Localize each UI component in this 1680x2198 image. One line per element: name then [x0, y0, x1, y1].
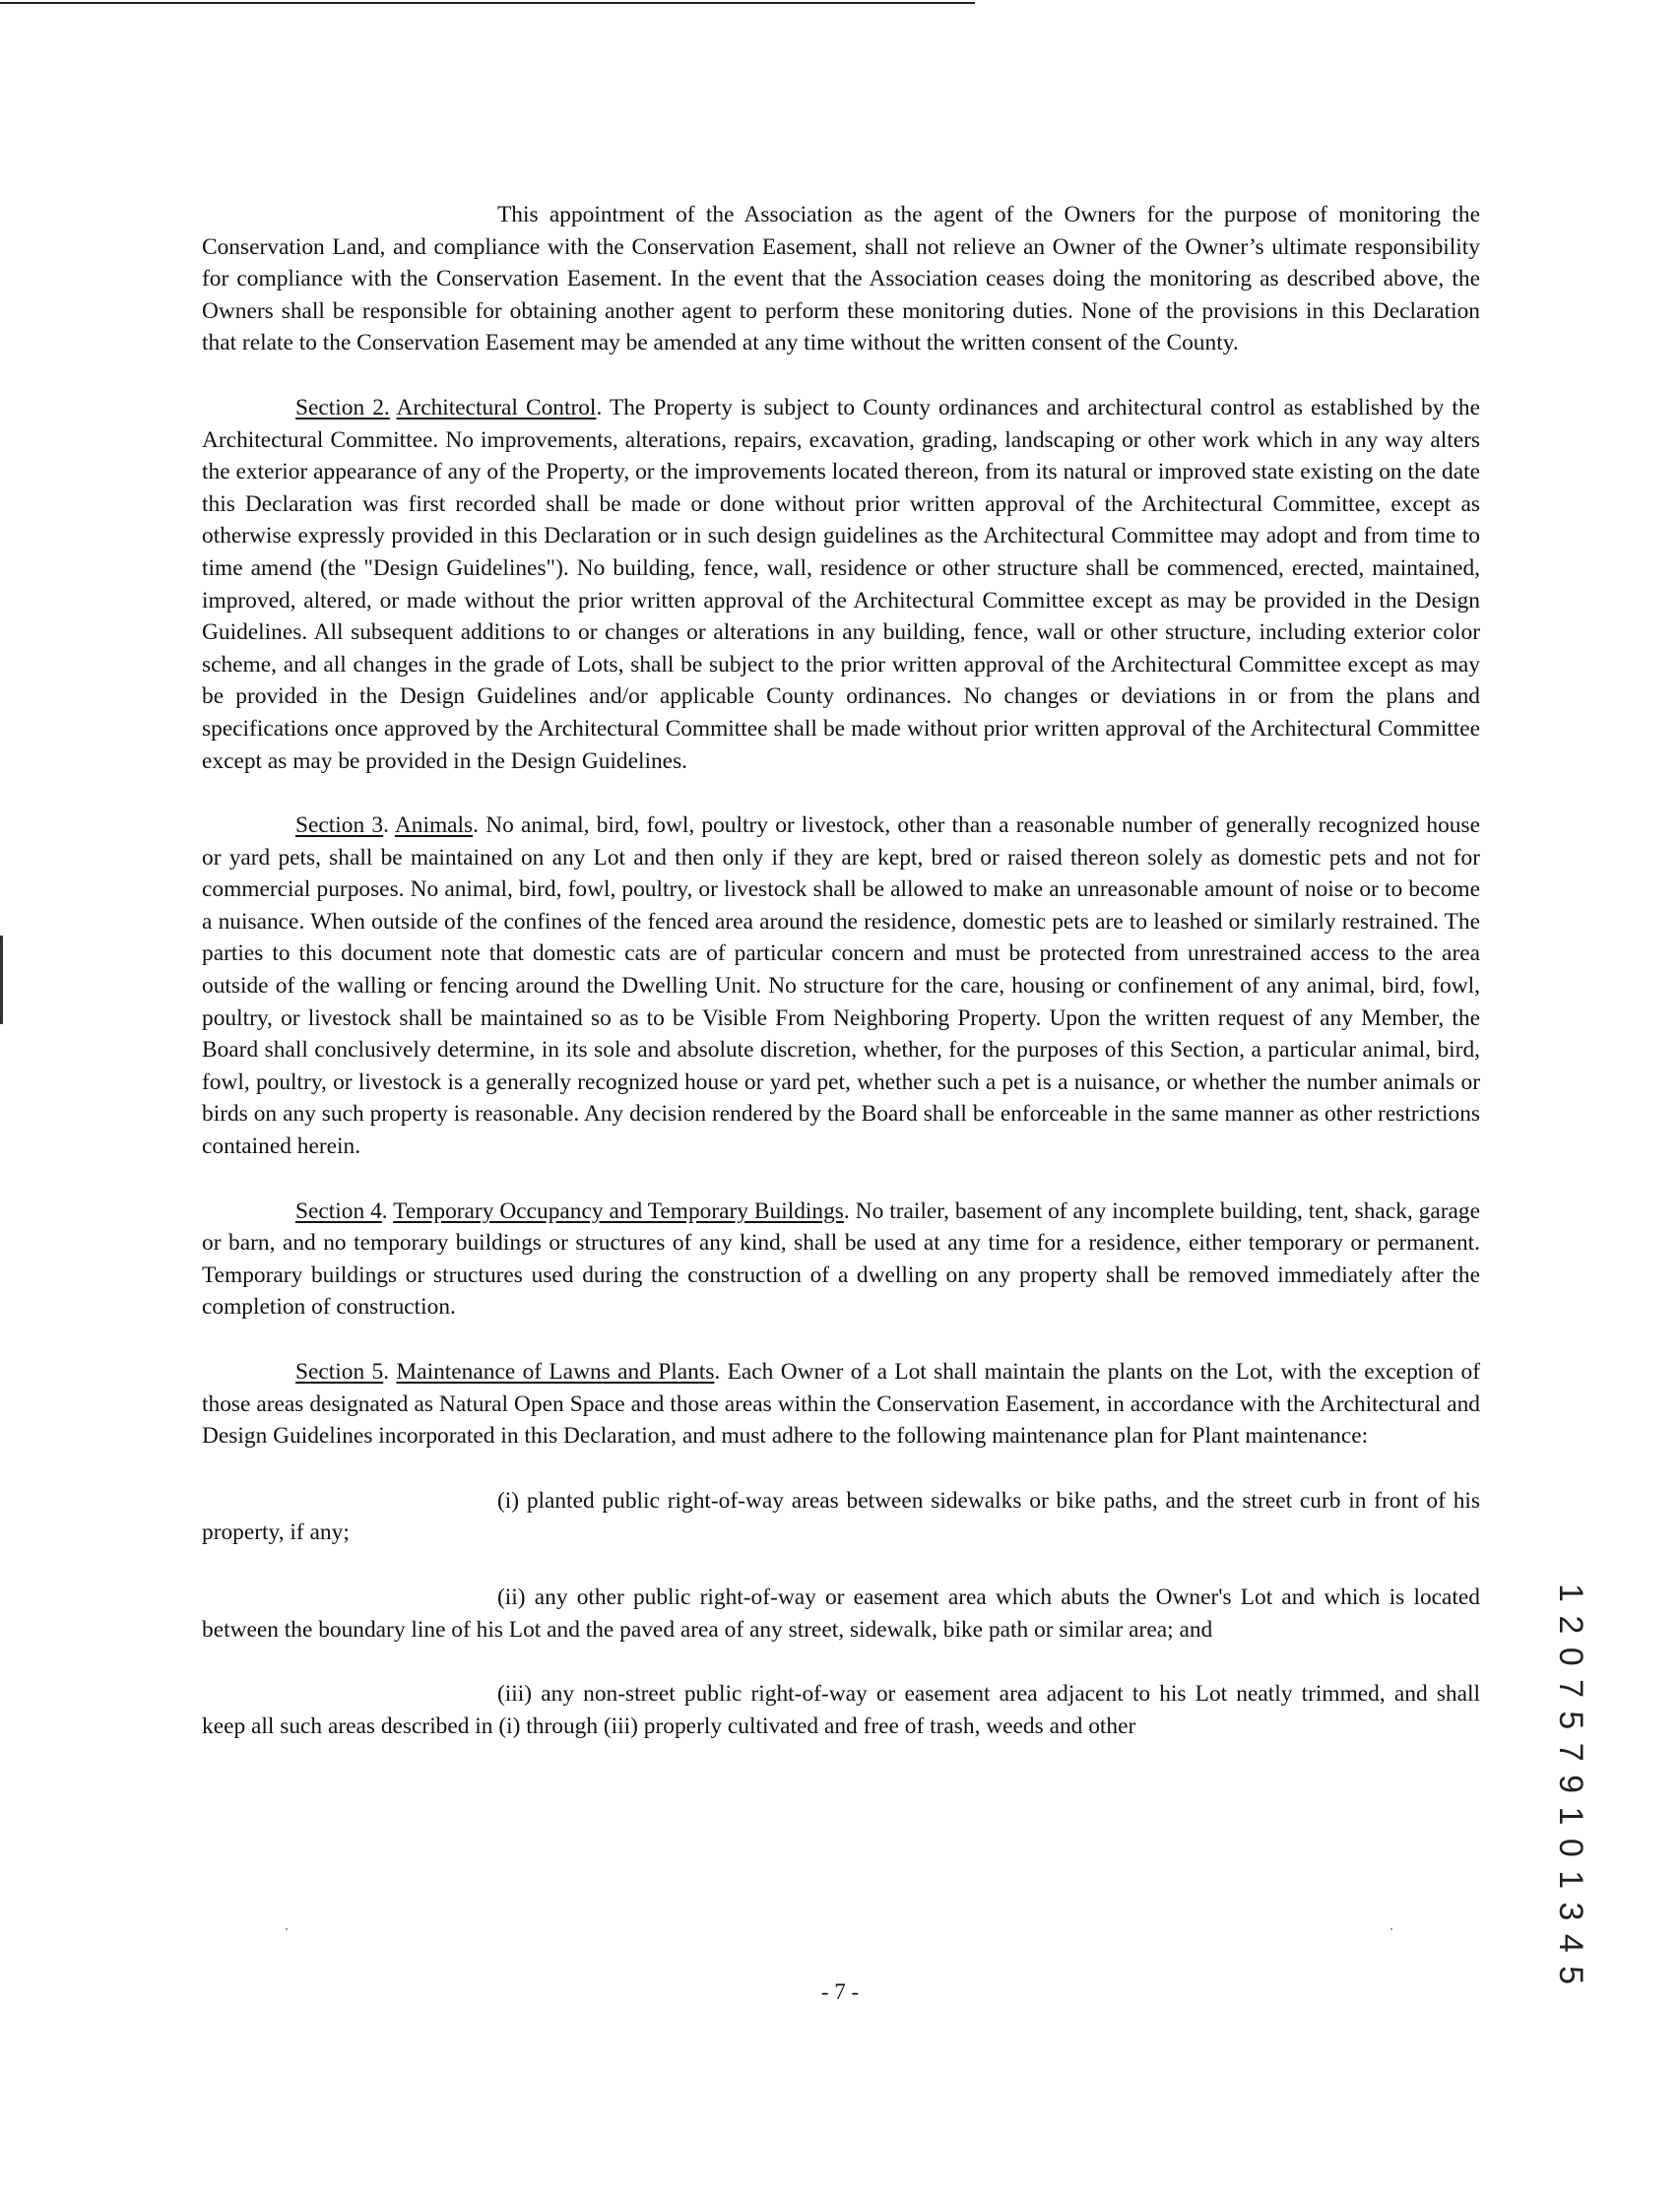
- recording-number-stamp: 1 2 0 7 5 7 9 1 0 1 3 4 5: [1552, 1584, 1589, 1987]
- list-item-i: [202, 1485, 1480, 1549]
- top-scan-rule: [0, 2, 975, 4]
- paragraph-gap: [202, 1163, 1480, 1196]
- section-5: Section 5. Maintenance of Lawns and Plants. Each Owner of a Lot shall maintain the plants on the Lot, with the exception of those areas designated as Natural Open Space and those areas within the Conservation Easement, in accordance with the Architectural and Design Guidelines incorporated in this Declaration, and must adhere to the following maintenance plan for Plant maintenance:: [202, 1359, 1480, 1450]
- footer-scan-dot: [286, 1928, 288, 1930]
- section-3-title: Animals: [394, 812, 474, 839]
- section-2: [202, 392, 1480, 777]
- section-4-title: Temporary Occupancy and Temporary Buildings: [393, 1197, 844, 1224]
- left-scan-mark: [0, 936, 3, 1024]
- paragraph-gap: [202, 1646, 1480, 1678]
- paragraph-gap: [202, 777, 1480, 809]
- paragraph-gap: [202, 1453, 1480, 1485]
- list-item-ii: [202, 1582, 1480, 1646]
- paragraph-gap: [202, 1324, 1480, 1356]
- section-3-number: Section 3: [295, 812, 384, 839]
- section-2-body: The Property is subject to County ordinances and architectural control as established by the Architectural Committee. No improvements, alterations, repairs, excavation, grading, landscaping or other work which in any way alters the exterior appearance of any of the Property, or the improvements located thereon, from its natural or improved state existing on the date this Declaration was first recorded shall be made or done without prior written approval of the Architectural Committee, except as otherwise expressly provided in this Declaration or in such design guidelines as the Architectural Committee may adopt and from time to time amend (the "Design Guidelines"). No building, fence, wall, residence or other structure shall be commenced, erected, maintained, improved, altered, or made without the prior written approval of the Architectural Committee except as may be provided in the Design Guidelines. All subsequent additions to or changes or alterations in any building, fence, wall or other structure, including exterior color scheme, and all changes in the grade of Lots, shall be subject to the prior written approval of the Architectural Committee except as may be provided in the Design Guidelines and/or applicable County ordinances. No changes or deviations in or from the plans and specifications once approved by the Architectural Committee shall be made without prior written approval of the Architectural Committee except as may be provided in the Design Guidelines.: [202, 394, 1480, 774]
- paragraph-gap: [202, 1549, 1480, 1582]
- section-3-body: No animal, bird, fowl, poultry or livestock, other than a reasonable number of generally recognized house or yard pets, shall be maintained on any Lot and then only if they are kept, bred or raised thereon solely as domestic pets and not for commercial purposes. No animal, bird, fowl, poultry, or livestock shall be allowed to make an unreasonable amount of noise or to become a nuisance. When outside of the confines of the fenced area around the residence, domestic pets are to leashed or similarly restrained. The parties to this document note that domestic cats are of particular concern and must be protected from unrestrained access to the area outside of the walling or fencing around the Dwelling Unit. No structure for the care, housing or confinement of any animal, bird, fowl, poultry, or livestock shall be maintained so as to be Visible From Neighboring Property. Upon the written request of any Member, the Board shall conclusively determine, in its sole and absolute discretion, whether, for the purposes of this Section, a particular animal, bird, fowl, poultry, or livestock is a generally recognized house or yard pet, whether such a pet is a nuisance, or whether the number animals or birds on any such property is reasonable. Any decision rendered by the Board shall be enforceable in the same manner as other restrictions contained herein.: [202, 812, 1480, 1160]
- section-4-title-suffix: .: [843, 1197, 850, 1224]
- intro-paragraph-text: This appointment of the Association as the agent of the Owners for the purpose of monitoring the Conservation Land, and compliance with the Conservation Easement, shall not relieve an Owner of the Owner’s ultimate responsibility for compliance with the Conservation Easement. In the event that the Association ceases doing the monitoring as described above, the Owners shall be responsible for obtaining another agent to perform these monitoring duties. None of the provisions in this Declaration that relate to the Conservation Easement may be amended at any time without the written consent of the County.: [202, 202, 1480, 356]
- section-4-body: No trailer, basement of any incomplete building, tent, shack, garage or barn, and no temporary buildings or structures of any kind, shall be used at any time for a residence, either temporary or permanent. Temporary buildings or structures used during the construction of a dwelling on any property shall be removed immediately after the completion of construction.: [202, 1197, 1480, 1321]
- section-5-body: Each Owner of a Lot shall maintain the plants on the Lot, with the exception of those areas designated as Natural Open Space and those areas within the Conservation Easement, in accordance with the Architectural and Design Guidelines incorporated in this Declaration, and must adhere to the following maintenance plan for Plant maintenance:: [202, 1359, 1480, 1450]
- section-2-title-suffix: .: [596, 394, 603, 420]
- section-2-number: Section 2.: [295, 394, 390, 420]
- intro-paragraph: [202, 199, 1480, 359]
- section-5-title-suffix: .: [714, 1359, 721, 1385]
- list-item-iii-text: (iii) any non-street public right-of-way or easement area adjacent to his Lot neatly trimmed, and shall keep all such areas described in (i) through (iii) properly cultivated and free of trash, weeds and other: [202, 1681, 1480, 1739]
- section-3: Section 3. Animals. No animal, bird, fowl, poultry or livestock, other than a reasonable number of generally recognized house or yard pets, shall be maintained on any Lot and then only if they are kept, bred or raised thereon solely as domestic pets and not for commercial purposes. No animal, bird, fowl, poultry, or livestock shall be allowed to make an unreasonable amount of noise or to become a nuisance. When outside of the confines of the fenced area around the residence, domestic pets are to leashed or similarly restrained. The parties to this document note that domestic cats are of particular concern and must be protected from unrestrained access to the area outside of the walling or fencing around the Dwelling Unit. No structure for the care, housing or confinement of any animal, bird, fowl, poultry, or livestock shall be maintained so as to be Visible From Neighboring Property. Upon the written request of any Member, the Board shall conclusively determine, in its sole and absolute discretion, whether, for the purposes of this Section, a particular animal, bird, fowl, poultry, or livestock is a generally recognized house or yard pet, whether such a pet is a nuisance, or whether the number animals or birds on any such property is reasonable. Any decision rendered by the Board shall be enforceable in the same manner as other restrictions contained herein.: [202, 812, 1480, 1160]
- section-4: Section 4. Temporary Occupancy and Temporary Buildings. No trailer, basement of any incomplete building, tent, shack, garage or barn, and no temporary buildings or structures of any kind, shall be used at any time for a residence, either temporary or permanent. Temporary buildings or structures used during the construction of a dwelling on any property shall be removed immediately after the completion of construction.: [202, 1197, 1480, 1321]
- list-item-iii: [202, 1678, 1480, 1742]
- list-item-i-text: (i) planted public right-of-way areas between sidewalks or bike paths, and the street curb in front of his property, if any;: [202, 1487, 1480, 1546]
- section-3-title-suffix: .: [473, 812, 479, 839]
- list-item-ii-text: (ii) any other public right-of-way or easement area which abuts the Owner's Lot and which is located between the boundary line of his Lot and the paved area of any street, sidewalk, bike path or similar area; and: [202, 1584, 1480, 1643]
- section-5-title: Maintenance of Lawns and Plants: [396, 1359, 715, 1385]
- section-4-number: Section 4: [295, 1197, 382, 1224]
- section-2-title: Architectural Control: [396, 394, 597, 420]
- page-number: - 7 -: [820, 1979, 860, 2004]
- footer-scan-dot: [1390, 1928, 1392, 1930]
- section-5-number: Section 5: [295, 1359, 384, 1385]
- paragraph-gap: [202, 359, 1480, 392]
- document-body: [202, 199, 1480, 1742]
